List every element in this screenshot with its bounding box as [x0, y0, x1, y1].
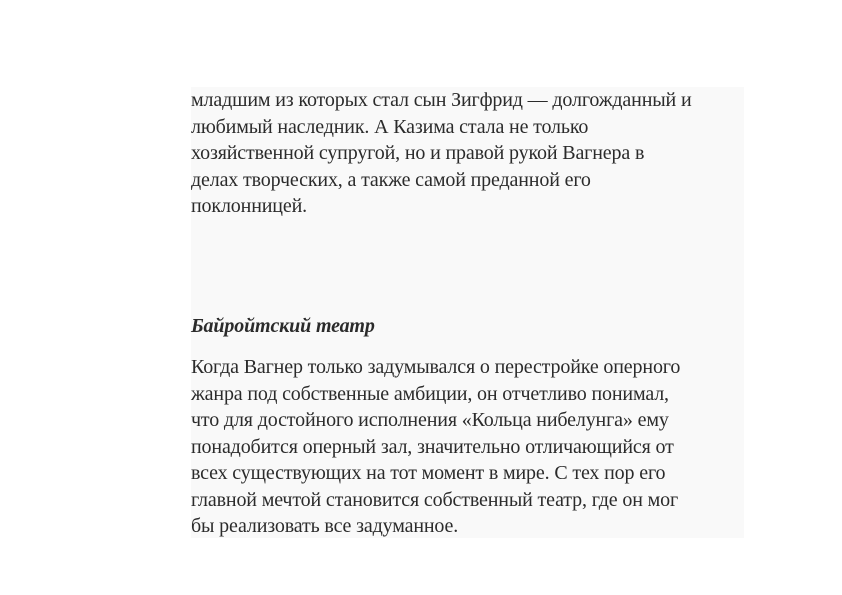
section-heading: Байройтский театр	[191, 315, 375, 337]
section-block	[191, 308, 744, 538]
body-paragraph: Когда Вагнер только задумывался о перестройке оперного жанра под собственные амбиции, он отчетливо понимал, что для достойного исполнения «Кольца нибелунга» ему понадобится оперный зал, значительно отличающийся от всех существующих на тот момент в мире. С тех пор его главной мечтой становится собственный театр, где он мог бы реализовать все задуманное.	[191, 356, 681, 537]
body-paragraph: младшим из которых стал сын Зигфрид — долгожданный и любимый наследник. А Казима стала не только хозяйственной супругой, но и правой рукой Вагнера в делах творческих, а также самой преданной его поклонницей.	[191, 89, 692, 217]
spacer-block	[191, 218, 744, 308]
paragraph-block	[191, 87, 744, 218]
